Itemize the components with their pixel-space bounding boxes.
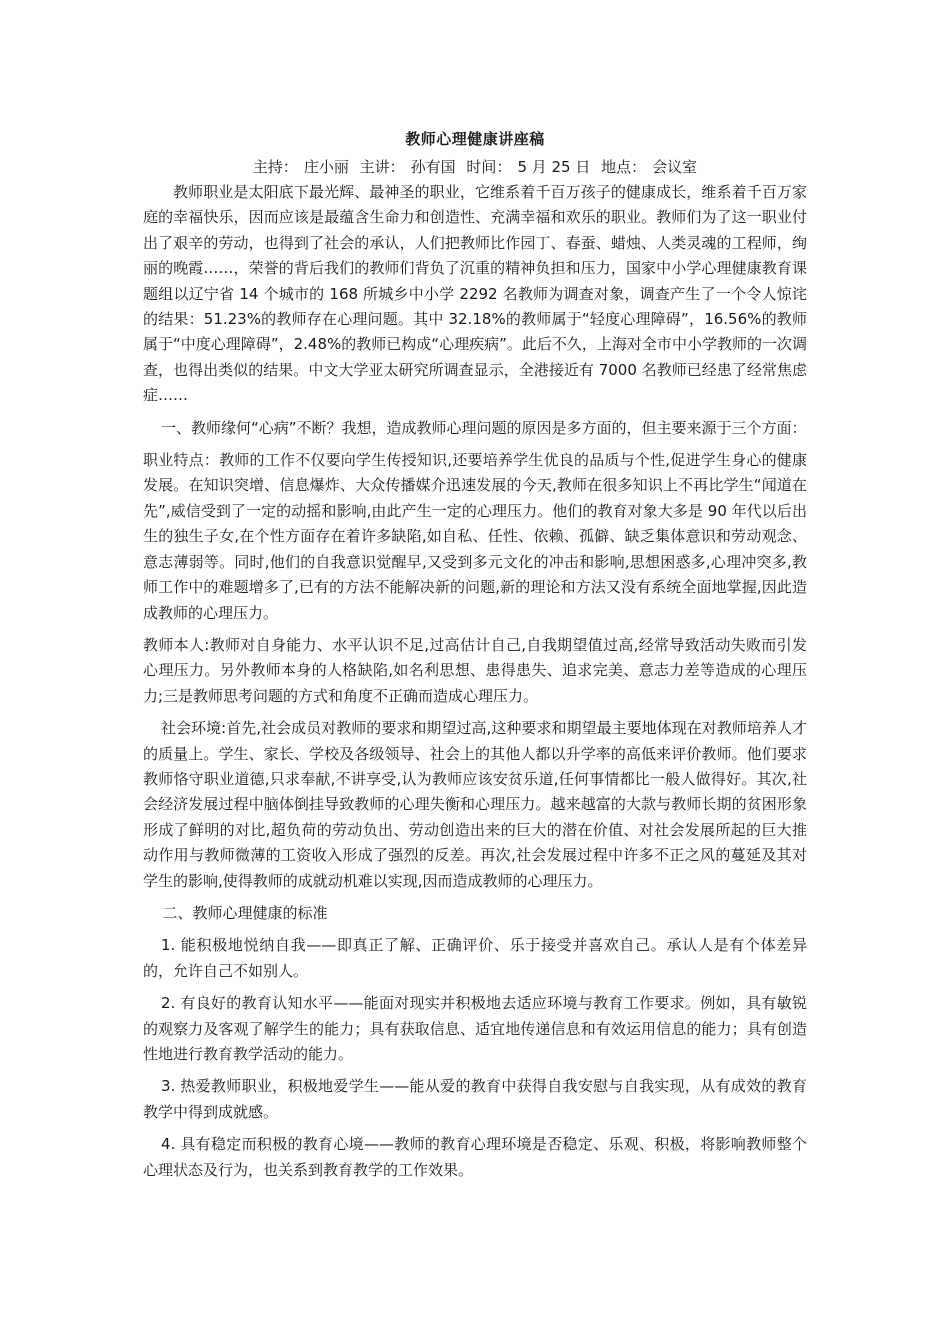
section1-heading: 一、教师缘何“心病”不断？我想，造成教师心理问题的原因是多方面的，但主要来源于三个方面：	[161, 418, 807, 437]
career-paragraph: 职业特点：教师的工作不仅要向学生传授知识,还要培养学生优良的品质与个性,促进学生身心的健康发展。在知识突增、信息爆炸、大众传播媒介迅速发展的今天,教师在很多知识上不再比学生“闻道在先”,威信受到了一定的动摇和影响,由此产生一定的心理压力。他们的教育对象大多是 90 年代以后出生的独生子女,在个性方面存在着许多缺陷,如自私、任性、依赖、孤僻、缺乏集体意识和劳动观念、意志薄弱等。同时,他们的自我意识觉醒早,又受到多元文化的冲击和影响,思想困惑多,心理冲突多,教师工作中的难题增多了,已有的方法不能解决新的问题,新的理论和方法又没有系统全面地掌握,因此造成教师的心理压力。	[143, 451, 807, 622]
document-meta	[143, 154, 807, 180]
document-page	[143, 122, 807, 1190]
place-label: 地点：	[601, 158, 647, 176]
section2-heading: 二、教师心理健康的标准	[162, 903, 328, 922]
society-paragraph: 社会环境:首先,社会成员对教师的要求和期望过高,这种要求和期望最主要地体现在对教师培养人才的质量上。学生、家长、学校及各级领导、社会上的其他人都以升学率的高低来评价教师。他们要求教师恪守职业道德,只求奉献,不讲享受,认为教师应该安贫乐道,任何事情都比一般人做得好。其次,社会经济发展过程中脑体倒挂导致教师的心理失衡和心理压力。越来越富的大款与教师长期的贫困形象形成了鲜明的对比,超负荷的劳动负出、劳动创造出来的巨大的潜在价值、对社会发展所起的巨大推动作用与教师微薄的工资收入形成了强烈的反差。再次,社会发展过程中许多不正之风的蔓延及其对学生的影响,使得教师的成就动机难以实现,因而造成教师的心理压力。	[143, 719, 807, 890]
speaker-name: 孙有国	[410, 158, 456, 176]
document-title: 教师心理健康讲座稿	[405, 130, 545, 148]
intro-paragraph: 教师职业是太阳底下最光辉、最神圣的职业，它维系着千百万孩子的健康成长，维系着千百万家庭的幸福快乐，因而应该是最蕴含生命力和创造性、充满幸福和欢乐的职业。教师们为了这一职业付出了艰辛的劳动，也得到了社会的承认，人们把教师比作园丁、春蚕、蜡烛、人类灵魂的工程师，绚丽的晚霞……，荣誉的背后我们的教师们背负了沉重的精神负担和压力，国家中小学心理健康教育课题组以辽宁省 14 个城市的 168 所城乡中小学 2292 名教师为调查对象，调查产生了一个令人惊诧的结果：51.23%的教师存在心理问题。其中 32.18%的教师属于“轻度心理障碍”，16.56%的教师属于“中度心理障碍”，2.48%的教师已构成“心理疾病”。此后不久，上海对全市中小学教师的一次调查，也得出类似的结果。中文大学亚太研究所调查显示，全港接近有 7000 名教师已经患了经常焦虑症……	[143, 183, 807, 405]
standard-item-2: 2. 有良好的教育认知水平——能面对现实并积极地去适应环境与教育工作要求。例如，具有敏锐的观察力及客观了解学生的能力；具有获取信息、适宜地传递信息和有效运用信息的能力；具有创造性地进行教育教学活动的能力。	[143, 994, 807, 1063]
time-value: 5 月 25 日	[517, 158, 591, 176]
time-label: 时间：	[466, 158, 512, 176]
place-value: 会议室	[652, 158, 698, 176]
speaker-label: 主讲：	[359, 158, 405, 176]
self-paragraph: 教师本人:教师对自身能力、水平认识不足,过高估计自己,自我期望值过高,经常导致活动失败而引发心理压力。另外教师本身的人格缺陷,如名利思想、患得患失、追求完美、意志力差等造成的心理压力;三是教师思考问题的方式和角度不正确而造成心理压力。	[143, 635, 807, 705]
standard-item-1: 1. 能积极地悦纳自我——即真正了解、正确评价、乐于接受并喜欢自己。承认人是有个体差异的，允许自己不如别人。	[143, 936, 807, 980]
host-label: 主持：	[252, 158, 298, 176]
host-name: 庄小丽	[303, 158, 349, 176]
standard-item-4: 4. 具有稳定而积极的教育心境——教师的教育心理环境是否稳定、乐观、积极，将影响教师整个心理状态及行为，也关系到教育教学的工作效果。	[143, 1135, 807, 1179]
standard-item-3: 3. 热爱教师职业，积极地爱学生——能从爱的教育中获得自我安慰与自我实现，从有成效的教育教学中得到成就感。	[143, 1077, 807, 1121]
